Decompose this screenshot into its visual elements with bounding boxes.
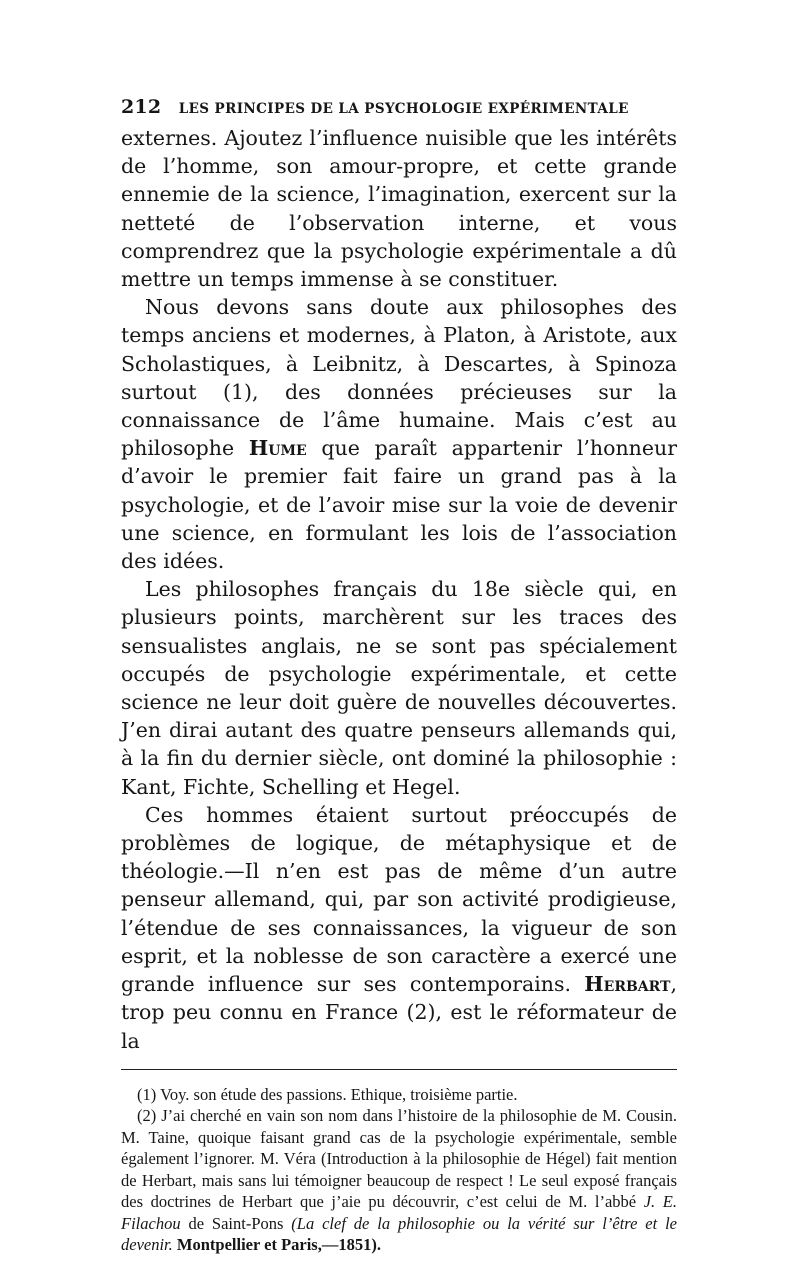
body-text bbox=[121, 124, 677, 1055]
paragraph-4-text-b: , trop peu connu en France (2), est le réformateur de la bbox=[121, 972, 677, 1053]
paragraph-1 bbox=[121, 124, 677, 293]
paragraph-4-text-a: Ces hommes étaient surtout préoccupés de problèmes de logique, de métaphysique et de théologie.—Il n’en est pas de même d’un autre penseur allemand, qui, par son activité prodigieuse, l’étendue de ses connaissances, la vigueur de son esprit, et la noblesse de son caractère a exercé une grande influence sur ses contemporains. bbox=[121, 802, 677, 997]
footnote-2 bbox=[121, 1105, 677, 1256]
name-hume: Hume bbox=[248, 436, 307, 461]
paragraph-2-text-b: que paraît appartenir l’honneur d’avoir le premier fait faire un grand pas à la psychologie, et de l’avoir mise sur la voie de devenir une science, en formulant les lois de l’association des idées. bbox=[121, 436, 677, 574]
footnote-rule bbox=[121, 1069, 677, 1070]
footnotes bbox=[121, 1084, 677, 1256]
footnote-2-text-c: Montpellier et Paris,—1851). bbox=[172, 1235, 381, 1255]
book-page bbox=[121, 96, 677, 1256]
footnote-2-text-b: de Saint-Pons bbox=[180, 1213, 292, 1233]
paragraph-3 bbox=[121, 575, 677, 801]
footnote-2-work: (La clef de la philosophie ou la vérité sur l’être et le devenir. bbox=[121, 1213, 677, 1255]
paragraph-1-text: externes. Ajoutez l’influence nuisible que les intérêts de l’homme, son amour-propre, et cette grande ennemie de la science, l’imagination, exercent sur la netteté de l’observation interne, et vous comprendrez que la psychologie expérimentale a dû mettre un temps immense à se constituer. bbox=[121, 126, 677, 292]
footnote-1-text: (1) Voy. son étude des passions. Ethique, troisième partie. bbox=[137, 1084, 518, 1104]
footnote-2-text-a: (2) J’ai cherché en vain son nom dans l’histoire de la philosophie de M. Cousin. M. Taine, quoique faisant grand cas de la psychologie expérimentale, semble également l’ignorer. M. Véra (Introduction à la philosophie de Hégel) fait mention de Herbart, mais sans lui témoigner beaucoup de respect ! Le seul exposé français des doctrines de Herbart que j’aie pu découvrir, c’est celui de M. l’abbé bbox=[121, 1106, 677, 1212]
name-herbart: Herbart bbox=[584, 972, 671, 997]
running-title: LES PRINCIPES DE LA PSYCHOLOGIE EXPÉRIMENTALE bbox=[178, 101, 629, 117]
paragraph-3-text: Les philosophes français du 18e siècle qui, en plusieurs points, marchèrent sur les traces des sensualistes anglais, ne se sont pas spécialement occupés de psychologie expérimentale, et cette science ne leur doit guère de nouvelles découvertes. J’en dirai autant des quatre penseurs allemands qui, à la fin du dernier siècle, ont dominé la philosophie : Kant, Fichte, Schelling et Hegel. bbox=[121, 577, 677, 799]
paragraph-4 bbox=[121, 801, 677, 1055]
page-number: 212 bbox=[121, 96, 162, 118]
footnote-2-author: J. E. Filachou bbox=[121, 1192, 677, 1233]
paragraph-2-text-a: Nous devons sans doute aux philosophes des temps anciens et modernes, à Platon, à Aristote, aux Scholastiques, à Leibnitz, à Descartes, à Spinoza surtout (1), des données précieuses sur la connaissance de l’âme humaine. Mais c’est au philosophe bbox=[121, 295, 677, 461]
footnote-1 bbox=[121, 1084, 677, 1106]
paragraph-2 bbox=[121, 293, 677, 575]
running-head bbox=[121, 96, 677, 118]
